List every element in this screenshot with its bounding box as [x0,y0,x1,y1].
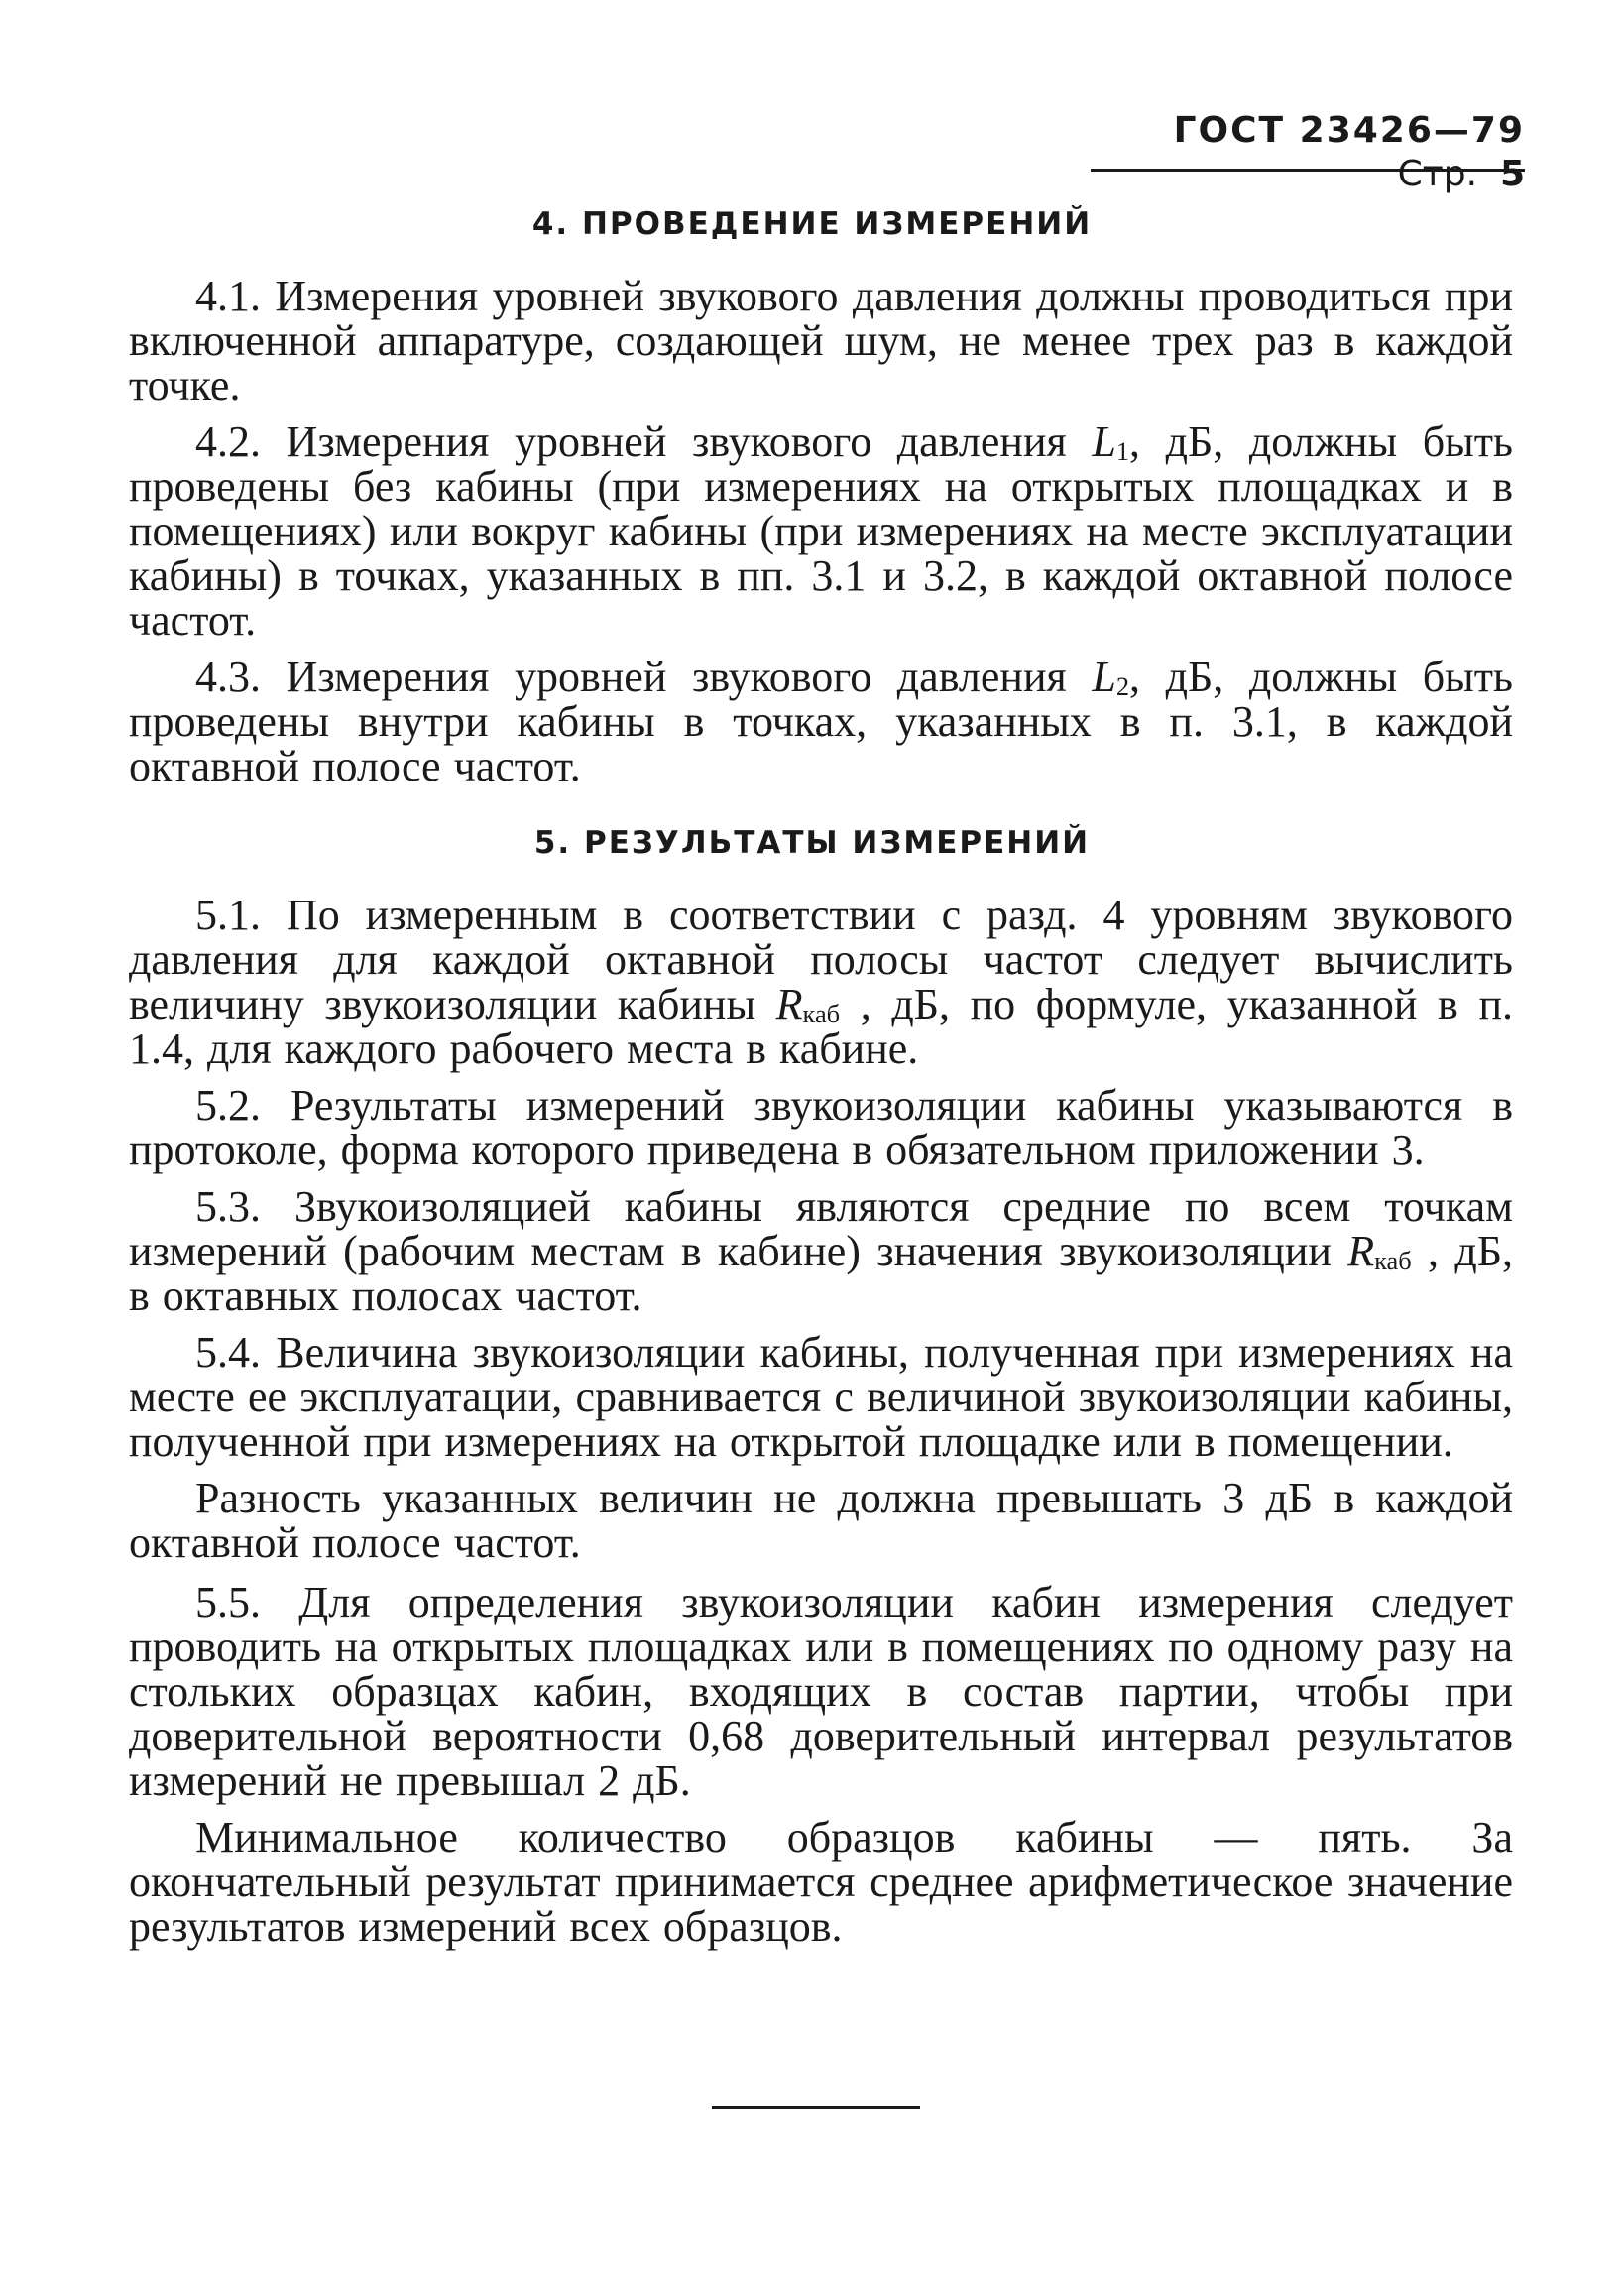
section-4-title: 4. ПРОВЕДЕНИЕ ИЗМЕРЕНИЙ [531,206,1093,242]
page-header [1091,109,1525,196]
paragraph-4-2: 4.2. Измерения уровней звукового давления $L_1$, дБ, должны быть проведены без кабины (при измерениях на открытых площадках и в помещениях) или вокруг кабины (при измерениях на месте эксплуатации кабины) в точках, указанных в пп. 3.1 и 3.2, в каждой октавной полосе частот. [129,418,1513,645]
paragraph-5-5: 5.5. Для определения звукоизоляции кабин измерения следует проводить на открытых площадках или в помещениях по одному разу на стольких образцах кабин, входящих в состав партии, чтобы при доверительной вероятности 0,68 доверительный интервал результатов измерений не превышал 2 дБ. [129,1578,1513,1805]
header-rule [1091,169,1525,172]
section-5-body [129,893,1513,1964]
paragraph-5-4-continued: Разность указанных величин не должна превышать 3 дБ в каждой октавной полосе частот. [129,1474,1513,1567]
paragraph-5-1: 5.1. По измеренным в соответствии с разд. 4 уровням звукового давления для каждой октавной полосы частот следует вычислить величину звукоизоляции кабины $R_{каб}$ , дБ, по формуле, указанной в п. 1.4, для каждого рабочего места в кабине. [129,891,1513,1073]
paragraph-5-5-continued: Минимальное количество образцов кабины — пять. За окончательный результат принимается среднее арифметическое значение результатов измерений всех образцов. [129,1813,1513,1951]
end-rule [712,2106,920,2109]
section-5-title: 5. РЕЗУЛЬТАТЫ ИЗМЕРЕНИЙ [533,825,1091,861]
page-label: Стр. [1397,154,1478,194]
paragraph-5-3: 5.3. Звукоизоляцией кабины являются средние по всем точкам измерений (рабочим местам в кабине) значения звукоизоляции $R_{каб}$ , дБ, в октавных полосах частот. [129,1182,1513,1320]
paragraph-5-4: 5.4. Величина звукоизоляции кабины, полученная при измерениях на месте ее эксплуатации, сравнивается с величиной звукоизоляции кабины, полученной при измерениях на открытой площадке или в помещении. [129,1328,1513,1466]
paragraph-4-1: 4.1. Измерения уровней звукового давления должны проводиться при включенной аппаратуре, создающей шум, не менее трех раз в каждой точке. [129,272,1513,410]
section-4-body [129,274,1513,800]
paragraph-5-2: 5.2. Результаты измерений звукоизоляции кабины указываются в протоколе, форма которого приведена в обязательном приложении 3. [129,1081,1513,1174]
standard-number: ГОСТ 23426—79 [1173,110,1525,151]
paragraph-4-3: 4.3. Измерения уровней звукового давления $L_2$, дБ, должны быть проведены внутри кабины в точках, указанных в п. 3.1, в каждой октавной полосе частот. [129,653,1513,790]
page-number: 5 [1499,154,1525,194]
